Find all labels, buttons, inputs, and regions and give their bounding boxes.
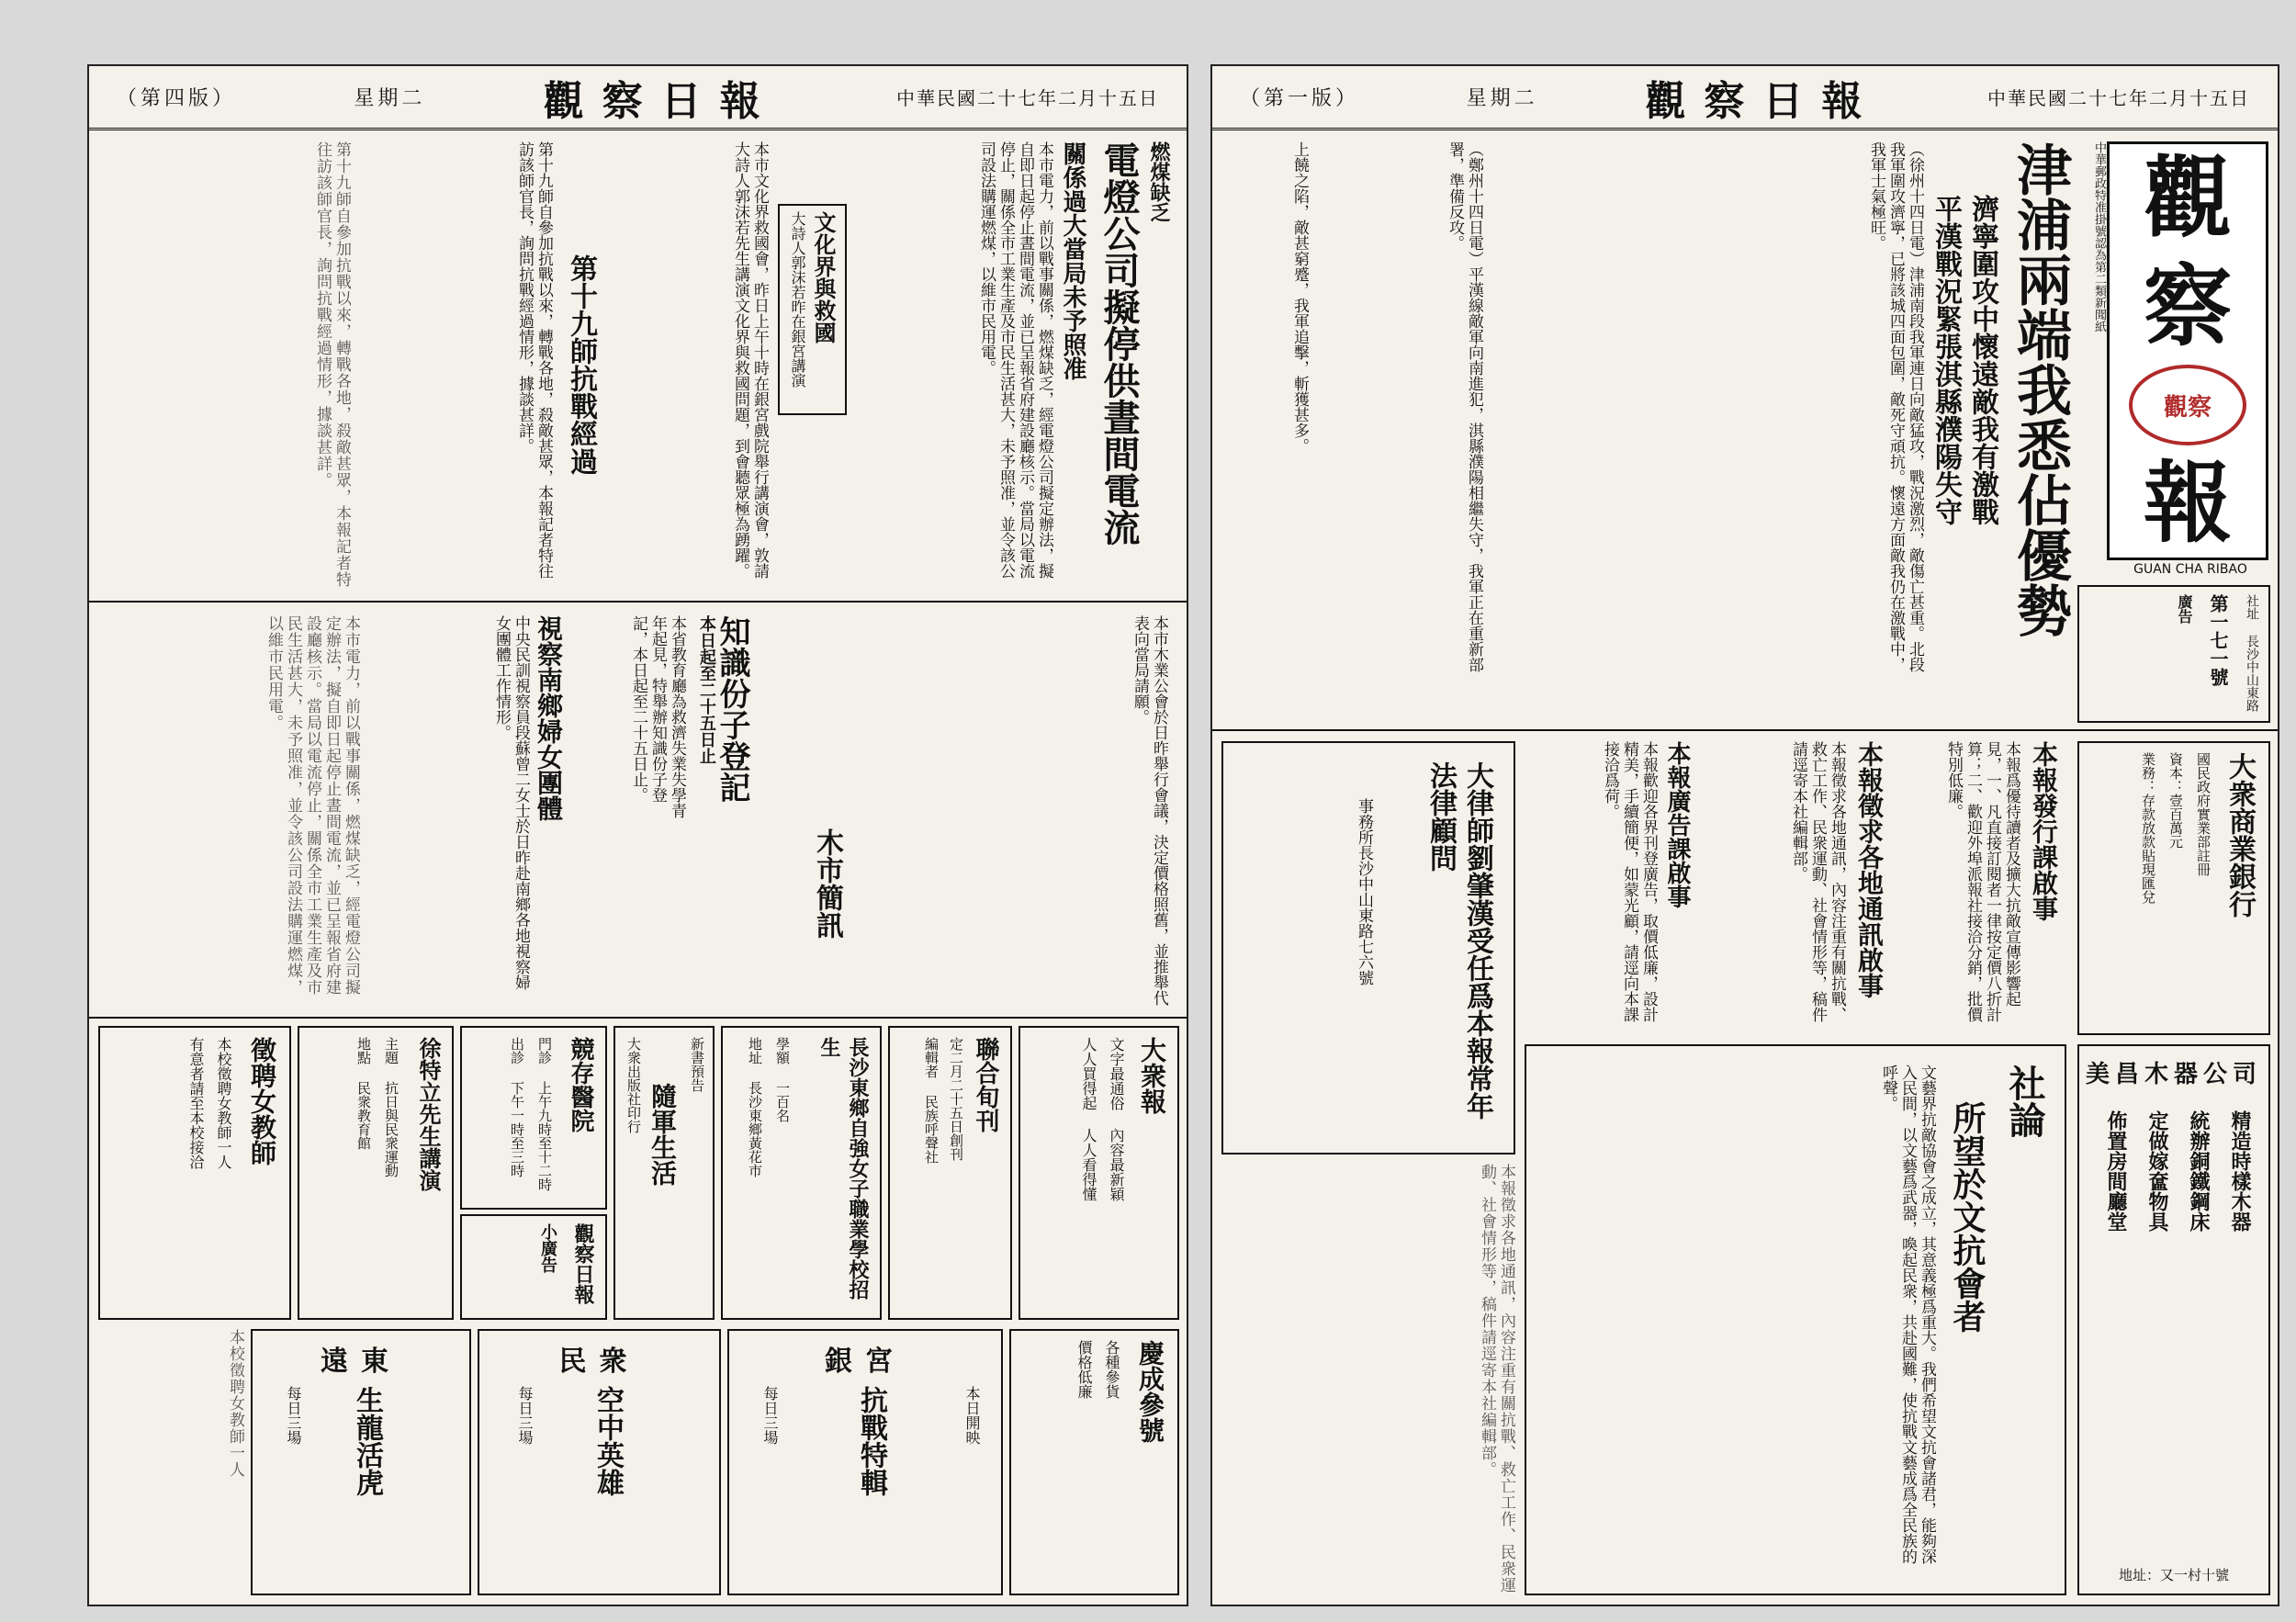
front-lead-body: （徐州十四日電）津浦南段我軍連日向敵猛攻，戰況激烈，敵傷亡甚重。北段我軍圍攻濟寧，已將該城四面包圍，敵死守頑抗。懷遠方面敵我仍在激戰中，我軍士氣極旺。 (1867, 141, 1924, 672)
ad-book-publisher: 大衆出版社印行 (625, 1037, 642, 1133)
furniture-line2: 統辦銅鐵鋼床 (2187, 1110, 2211, 1232)
editorial (1525, 1044, 2066, 1595)
ad-lecture (298, 1026, 454, 1320)
ad-journal-title: 聯合旬刊 (972, 1037, 999, 1132)
subscription-body: 本報爲優待讀者及擴大抗敵宣傳影響起見，一、凡直接訂閱者一律按定價八折計算；二、歡迎外埠派報社接洽分銷，批價特別低廉。 (1944, 741, 2020, 1022)
lead-article-body: 本市電力，前以戰事關係，燃煤缺乏，經電燈公司擬定辦法，擬自即日起停止晝間電流，並已呈報省府建設廳核示。當局以電流停止，關係全市工業生產及市民生活甚大，未予照准，並令該公司設法購運燃煤，以維市民用電。 (977, 141, 1053, 579)
ad-lecture-line2: 地點 民衆教育館 (355, 1037, 372, 1150)
ad-dept-body: 本報歡迎各界刊登廣告，取價低廉，設計精美，手續簡便，如蒙光顧，請逕向本課接洽爲荷。 (1601, 741, 1658, 1022)
lawyer-title: 大律師劉肇漢受任爲本報常年法律顧問 (1424, 761, 1493, 1120)
ad-cinema-yuandong (251, 1329, 471, 1595)
ad-clinic-line2: 出診 下午一時至三時 (509, 1037, 525, 1177)
masthead-logo (2107, 141, 2268, 560)
ad-furniture (2077, 1044, 2270, 1595)
front-lead-sub2: 平漢戰況緊張淇縣濮陽失守 (1930, 195, 1962, 525)
ad-teacher-line2: 有意者請至本校接洽 (187, 1037, 205, 1169)
bank-line1: 國民政府實業部註冊 (2195, 752, 2212, 876)
ad-teacher-line1: 本校徵聘女教師一人 (215, 1037, 232, 1169)
war-article-body: 第十九師自參加抗戰以來，轉戰各地，殺敵甚眾，本報記者特往訪該師官長，詢問抗戰經過情形，據談甚詳。 (515, 141, 553, 579)
weekday: 星期二 (354, 87, 426, 110)
culture-headline-box (778, 204, 847, 415)
cinema1-title: 銀宮 (825, 1346, 906, 1378)
registration-body: 本省教育廳為救濟失業失學青年起見，特舉辦知識份子登記，本日起至二十五日止。 (629, 615, 686, 818)
lawyer-notice (1221, 741, 1515, 1155)
ad-dept-headline: 本報廣告課啟事 (1663, 741, 1691, 908)
furniture-address: 地址：又一村十號 (2118, 1567, 2229, 1583)
lead-kicker: 燃煤缺乏 (1147, 141, 1171, 222)
issue-number: 第一七一號 (2207, 594, 2229, 686)
bank-line2: 資本：壹百萬元 (2167, 752, 2184, 849)
bank-title: 大衆商業銀行 (2223, 752, 2256, 918)
bank-line3: 業務：存款放款貼現匯兌 (2140, 752, 2156, 904)
ad-school-title: 長沙東鄉自強女子職業學校招生 (817, 1037, 870, 1300)
ad-ginseng-line1: 各種參貨 (1103, 1340, 1120, 1399)
ad-clinic-title: 競存醫院 (567, 1037, 594, 1132)
masthead (89, 66, 1187, 130)
cinema2-line2: 每日三場 (516, 1386, 534, 1445)
subscription-headline: 本報發行課啟事 (2029, 741, 2059, 921)
cinema1-line2: 抗戰特輯 (855, 1386, 887, 1496)
weekday-front: 星期二 (1466, 87, 1538, 110)
furniture-line3: 定做嫁奩物具 (2145, 1110, 2169, 1232)
ad-girls-school (721, 1026, 882, 1320)
front-short-news: 上饒之陷，敵甚窮蹙，我軍追擊，斬獲甚多。 (1290, 141, 1309, 454)
row-divider (89, 601, 1187, 603)
ad-book-title: 隨軍生活 (647, 1083, 678, 1186)
lead-subheadline: 關係過大當局未予照准 (1059, 141, 1086, 380)
ad-lecture-line1: 主題 抗日與民衆運動 (383, 1037, 400, 1177)
ad-rates-label: 廣告 (2176, 594, 2193, 624)
ad-clinic (460, 1026, 607, 1210)
culture-headline: 文化界與救國 (810, 211, 837, 344)
furniture-line1: 精造時樣木器 (2228, 1110, 2252, 1232)
front-lead-headline: 津浦兩端我悉佔優勢 (2008, 141, 2072, 637)
registration-subheadline: 本日起至二十五日止 (697, 615, 716, 764)
ad-lecture-title: 徐特立先生講演 (415, 1037, 442, 1191)
ad-journal-line2: 編輯者 民族呼聲社 (923, 1037, 940, 1164)
lead-headline: 電燈公司擬停供晝間電流 (1097, 141, 1141, 546)
wood-market-headline: 木市簡訊 (811, 828, 843, 939)
logo-char-4: 報 (2144, 451, 2232, 555)
correspondent-body: 本報徵求各地通訊，內容注重有關抗戰、救亡工作、民衆運動、社會情形等，稿件請逕寄本社編輯部。 (1789, 741, 1846, 1022)
issue-date-front: 中華民國二十七年二月十五日 (1987, 87, 2250, 109)
ad-dazhong-news (1019, 1026, 1179, 1320)
ad-cinema-yingong (727, 1329, 1003, 1595)
ad-joint-journal (888, 1026, 1012, 1320)
address: 社址 長沙中山東路 (2245, 594, 2259, 712)
paper-name: 觀察日報 (543, 77, 779, 125)
newspaper-page-four (87, 64, 1188, 1606)
editorial-title: 所望於文抗會者 (1948, 1101, 1986, 1333)
ad-clinic-line1: 門診 上午九時至十二時 (536, 1037, 553, 1191)
culture-subheadline: 大詩人郭沫若昨在銀宮講演 (789, 211, 806, 388)
page-number-front: （第一版） (1240, 87, 1360, 110)
ad-book-notice: 新書預告 (689, 1037, 705, 1092)
ad-new-book (613, 1026, 715, 1320)
ad-teacher (98, 1026, 291, 1320)
cinema3-title: 遠東 (321, 1346, 401, 1378)
front-lead-sub1: 濟寧圍攻中懷遠敵我有激戰 (1966, 195, 1998, 525)
front-row-divider (1212, 729, 2278, 731)
war-headline: 第十九師抗戰經過 (565, 254, 597, 475)
cinema2-title: 民衆 (558, 1346, 640, 1378)
newspaper-page-one (1210, 64, 2279, 1606)
cinema2-line1: 空中英雄 (591, 1386, 624, 1496)
cinema3-line1: 生龍活虎 (351, 1386, 383, 1496)
ad-cinema-minzhong (478, 1329, 721, 1595)
front-war-body: （鄭州十四日電）平漢線敵軍向南進犯，淇縣濮陽相繼失守，我軍正在重新部署，準備反攻。 (1446, 141, 1483, 672)
ad-dazhong-line2: 人人買得起 人人看得懂 (1080, 1037, 1097, 1201)
culture-article-body: 本市文化界救國會，昨日上午十時在銀宮戲院舉行講演會，敦請大詩人郭沫若先生講演文化界與救國問題，到會聽眾極為踴躍。 (731, 141, 769, 579)
wood-market-body: 本市木業公會於日昨舉行會議，決定價格照舊，並推舉代表向當局請願。 (1131, 615, 1168, 1006)
editorial-body: 文藝界抗敵協會之成立，其意義極爲重大。我們希望文抗會諸君，能夠深入民間，以文藝爲武器，喚起民衆，共赴國難，使抗戰文藝成爲全民族的呼聲。 (1879, 1064, 1936, 1564)
furniture-line4: 佈置房間廳堂 (2104, 1110, 2128, 1232)
cinema1-line1: 本日開映 (963, 1386, 981, 1445)
ad-school-line2: 地址 長沙東鄉黃花市 (747, 1037, 763, 1177)
women-headline: 視察南鄉婦女團體 (534, 615, 564, 821)
furniture-title: 美昌木器公司 (2085, 1061, 2262, 1088)
ad-ginseng-line2: 價格低廉 (1075, 1340, 1093, 1399)
ad-divider (89, 1017, 1187, 1019)
ad-school-line1: 學額 一百名 (774, 1037, 791, 1122)
paper-name-front: 觀察日報 (1645, 77, 1881, 125)
page-number: （第四版） (117, 87, 237, 110)
ad-paper-line1: 小廣告 (538, 1223, 557, 1273)
lawyer-address: 事務所長沙中山東路七六號 (1355, 798, 1373, 986)
romanized-name: GUAN CHA RIBAO (2133, 562, 2247, 577)
ad-ginseng-title: 慶成參號 (1135, 1340, 1165, 1443)
red-seal: 觀察 (2129, 365, 2246, 445)
postal-registration: 中華郵政特准掛號認為第二類新聞紙 (2092, 141, 2106, 332)
cinema3-line2: 每日三場 (285, 1386, 302, 1445)
editorial-tag: 社論 (2003, 1064, 2046, 1138)
women-body: 中央民訓視察員段蘇曾二女士於日昨赴南鄉各地視察婦女團體工作情形。 (492, 615, 530, 990)
ad-bank (2077, 741, 2270, 1035)
ad-dazhong-line1: 文字最通俗 內容最新穎 (1108, 1037, 1125, 1201)
issue-date: 中華民國二十七年二月十五日 (895, 87, 1159, 109)
continued-column: 第十九師自參加抗戰以來，轉戰各地，殺敵甚眾，本報記者特往訪該師官長，詢問抗戰經過情形，據談甚詳。 (313, 141, 351, 588)
masthead-front (1212, 66, 2278, 130)
issue-info-box (2077, 585, 2270, 723)
left-misc-column: 本市電力，前以戰事關係，燃煤缺乏，經電燈公司擬定辦法，擬自即日起停止晝間電流，並已呈報省府建設廳核示。當局以電流停止，關係全市工業生產及市民生活甚大，未予照准，並令該公司設法購運燃煤，以維市民用電。 (264, 615, 360, 996)
cinema1-line3: 每日三場 (761, 1386, 779, 1445)
registration-headline: 知識份子登記 (714, 615, 750, 803)
ad-ginseng (1009, 1329, 1179, 1595)
ad-journal-line1: 定二月二十五日創刊 (948, 1037, 964, 1161)
ad-paper-title: 觀察日報 (571, 1223, 595, 1304)
ad-dazhong-title: 大衆報 (1137, 1037, 1167, 1114)
ad-misc-column: 本校徵聘女教師一人 (226, 1329, 244, 1478)
ad-teacher-title: 徵聘女教師 (247, 1037, 277, 1166)
ad-paper-small (460, 1214, 607, 1320)
correspondent-headline: 本報徵求各地通訊啟事 (1854, 741, 1885, 998)
front-misc-column: 本報徵求各地通訊，內容注重有關抗戰、救亡工作、民衆運動、社會情形等，稿件請逕寄本社編輯部。 (1478, 1164, 1515, 1594)
logo-char-1: 觀 (2144, 146, 2232, 250)
logo-char-2: 察 (2144, 254, 2232, 358)
